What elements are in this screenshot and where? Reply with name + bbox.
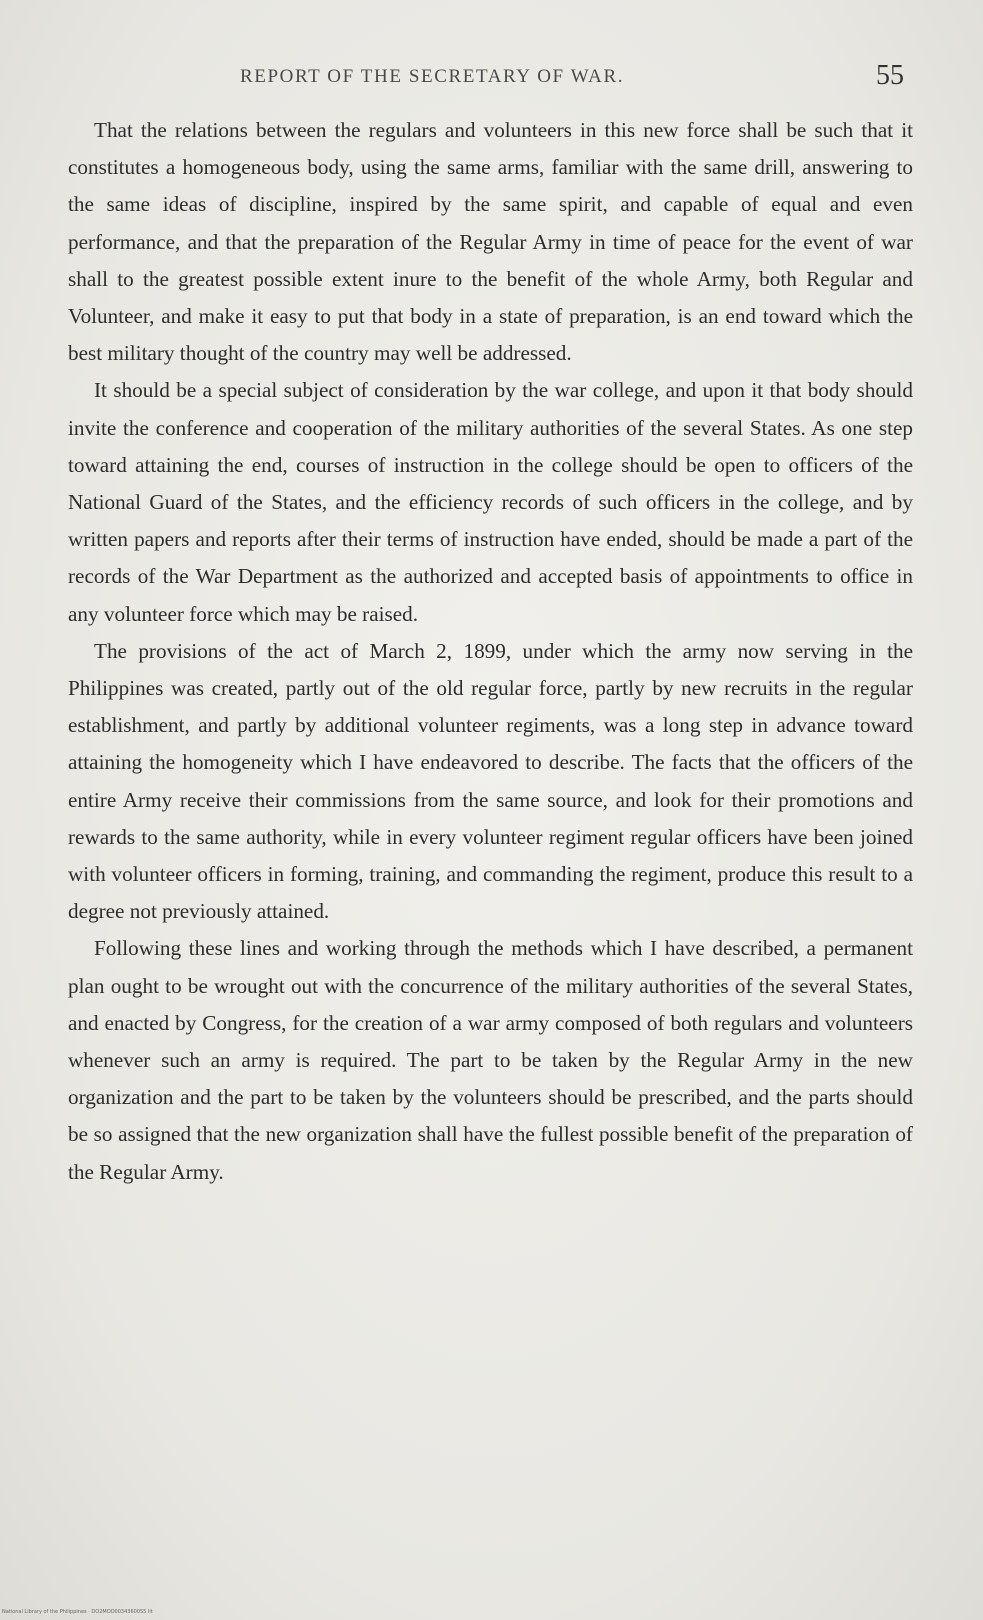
- body-text: [68, 112, 913, 1191]
- page-number: 55: [876, 60, 904, 91]
- paragraph-4: Following these lines and working through the methods which I have described, a permanent plan ought to be wrought out with the concurrence of the military authorities of the several States, and enacted by Congress, for the creation of a war army composed of both regulars and volunteers whenever such an army is required. The part to be taken by the Regular Army in the new organization and the part to be taken by the volunteers should be prescribed, and the parts should be so assigned that the new organization shall have the fullest possible benefit of the preparation of the Regular Army.: [68, 936, 913, 1184]
- paragraph-1: That the relations between the regulars and volunteers in this new force shall be such that it constitutes a homogeneous body, using the same arms, familiar with the same drill, answering to the same ideas of discipline, inspired by the same spirit, and capable of equal and even performance, and that the preparation of the Regular Army in time of peace for the event of war shall to the greatest possible extent inure to the benefit of the whole Army, both Regular and Volunteer, and make it easy to put that body in a state of preparation, is an end toward which the best military thought of the country may well be addressed.: [68, 118, 913, 366]
- paragraph-2: It should be a special subject of consideration by the war college, and upon it that body should invite the conference and cooperation of the military authorities of the several States. As one step toward attaining the end, courses of instruction in the college should be open to officers of the National Guard of the States, and the efficiency records of such officers in the college, and by written papers and reports after their terms of instruction have ended, should be made a part of the records of the War Department as the authorized and accepted basis of appointments to office in any volunteer force which may be raised.: [68, 378, 913, 626]
- running-head: [0, 60, 983, 90]
- paragraph-3: The provisions of the act of March 2, 1899, under which the army now serving in the Philippines was created, partly out of the old regular force, partly by new recruits in the regular establishment, and partly by additional volunteer regiments, was a long step in advance toward attaining the homogeneity which I have endeavored to describe. The facts that the officers of the entire Army receive their commissions from the same source, and look for their promotions and rewards to the same authority, while in every volunteer regiment regular officers have been joined with volunteer officers in forming, training, and commanding the regiment, produce this result to a degree not previously attained.: [68, 638, 913, 924]
- scan-credit: National Library of the Philippines · DO2MOO00343600S5 lit: [2, 1609, 153, 1615]
- running-title: REPORT OF THE SECRETARY OF WAR.: [240, 66, 625, 87]
